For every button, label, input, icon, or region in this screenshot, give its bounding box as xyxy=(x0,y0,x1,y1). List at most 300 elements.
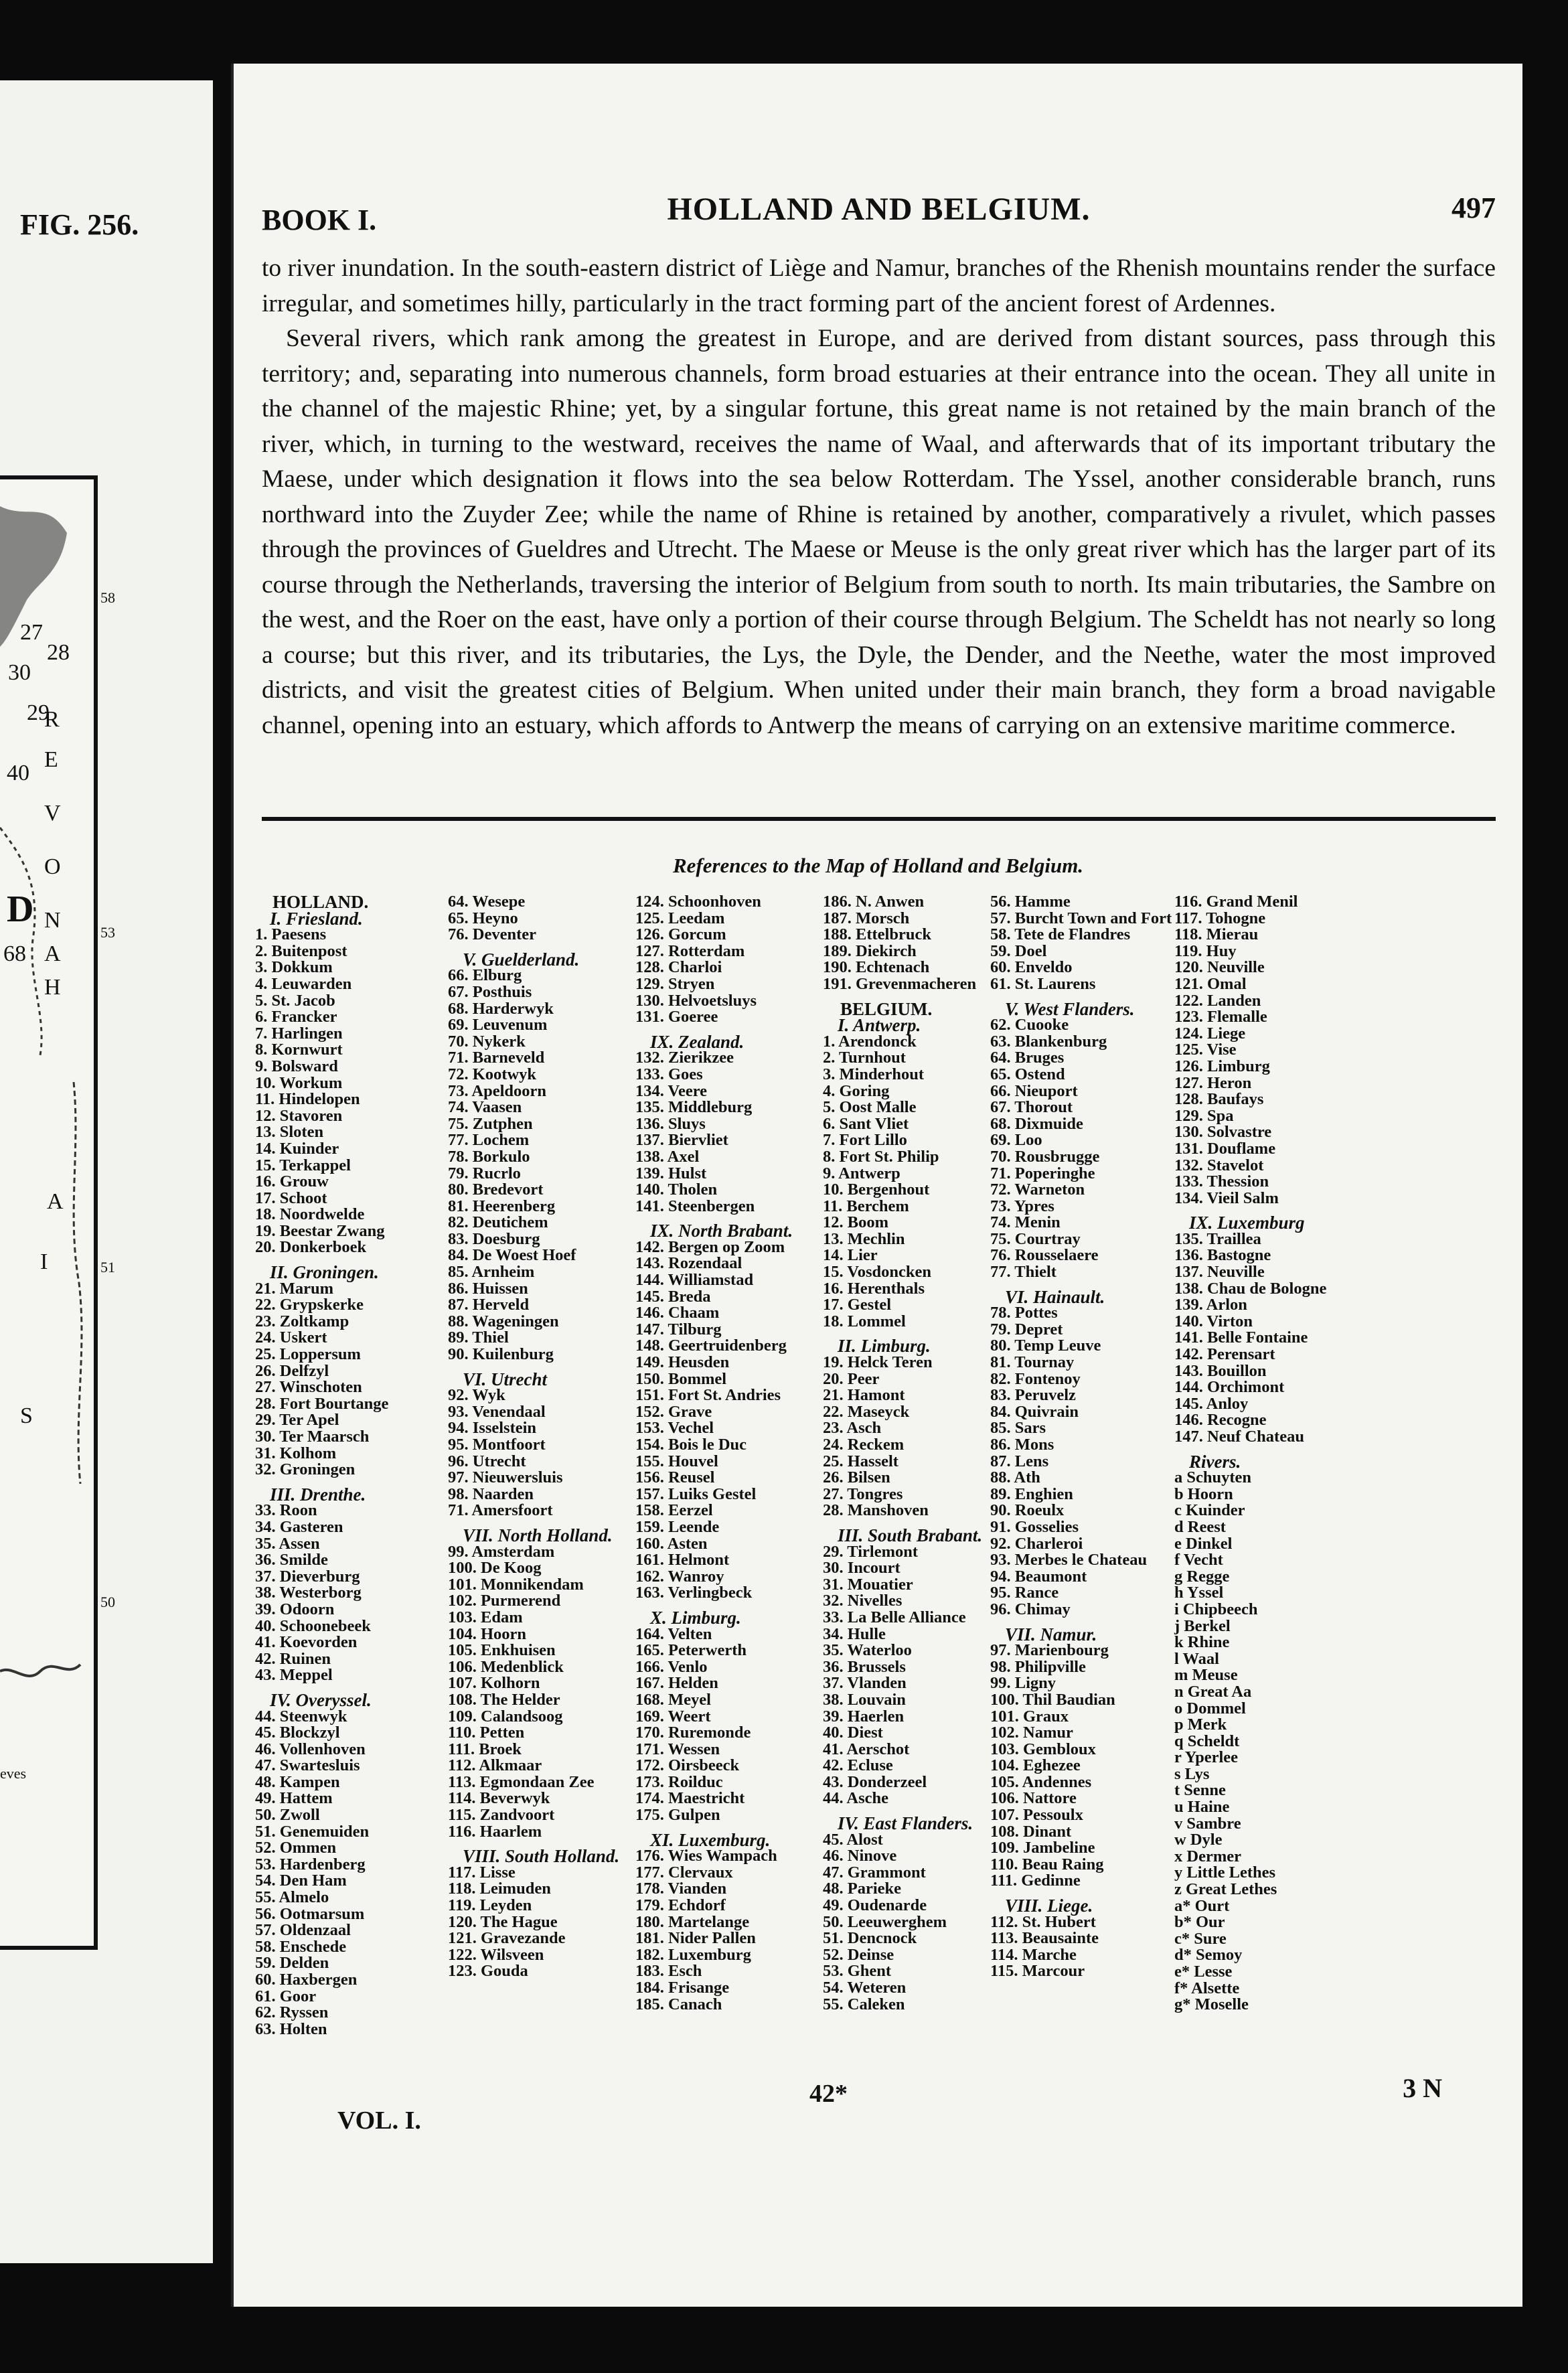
reference-entry: 36. Smilde xyxy=(255,1551,328,1570)
reference-entry: 116. Haarlem xyxy=(448,1822,542,1841)
reference-entry: 122. Wilsveen xyxy=(448,1945,544,1964)
reference-entry: 37. Dieverburg xyxy=(255,1567,360,1586)
reference-entry: 62. Cuooke xyxy=(990,1016,1069,1035)
reference-entry: 75. Zutphen xyxy=(448,1114,533,1133)
reference-entry: 97. Marienbourg xyxy=(990,1641,1109,1660)
reference-entry: 26. Bilsen xyxy=(823,1468,890,1487)
reference-entry: 70. Nykerk xyxy=(448,1032,526,1051)
reference-entry: 80. Bredevort xyxy=(448,1180,544,1199)
reference-entry: f* Alsette xyxy=(1174,1979,1240,1997)
reference-entry: 115. Zandvoort xyxy=(448,1806,555,1825)
reference-entry: 120. The Hague xyxy=(448,1912,558,1931)
reference-entry: a* Ourt xyxy=(1174,1896,1230,1915)
reference-entry: 33. Roon xyxy=(255,1501,317,1520)
reference-entry: 15. Vosdoncken xyxy=(823,1263,932,1282)
reference-entry: 79. Rucrlo xyxy=(448,1164,521,1182)
reference-entry: 134. Vieil Salm xyxy=(1174,1189,1279,1207)
reference-entry: 141. Belle Fontaine xyxy=(1174,1328,1308,1347)
figure-label: FIG. 256. xyxy=(20,208,139,241)
reference-entry: 119. Leyden xyxy=(448,1896,532,1915)
reference-entry: 66. Elburg xyxy=(448,966,522,985)
reference-entry: 101. Graux xyxy=(990,1707,1069,1726)
section-heading: V. West Flanders. xyxy=(1005,998,1135,1019)
reference-entry: 102. Namur xyxy=(990,1724,1073,1742)
reference-entry: 49. Hattem xyxy=(255,1789,333,1808)
reference-entry: 8. Fort St. Philip xyxy=(823,1147,939,1166)
reference-entry: 58. Enschede xyxy=(255,1937,347,1956)
reference-entry: 17. Gestel xyxy=(823,1296,892,1314)
references-title: References to the Map of Holland and Belgium. xyxy=(672,854,1084,877)
book-label: BOOK I. xyxy=(262,204,377,236)
reference-entry: 33. La Belle Alliance xyxy=(823,1608,966,1626)
reference-entry: 68. Harderwyk xyxy=(448,999,554,1018)
section-heading: IV. Overyssel. xyxy=(270,1689,372,1710)
reference-entry: 38. Louvain xyxy=(823,1690,906,1709)
reference-column xyxy=(635,894,793,2013)
reference-entry: 103. Gembloux xyxy=(990,1740,1096,1758)
reference-entry: 77. Lochem xyxy=(448,1131,530,1150)
reference-entry: 89. Enghien xyxy=(990,1484,1073,1503)
reference-entry: 181. Nider Pallen xyxy=(635,1929,756,1948)
reference-entry: 12. Boom xyxy=(823,1213,888,1232)
reference-entry: 185. Canach xyxy=(635,1995,722,2013)
reference-entry: 32. Groningen xyxy=(255,1460,356,1479)
latitude-label: 50 xyxy=(100,1594,115,1610)
reference-entry: 55. Caleken xyxy=(823,1995,905,2013)
section-heading: III. Drenthe. xyxy=(270,1484,366,1505)
reference-entry: 105. Enkhuisen xyxy=(448,1641,556,1660)
reference-entry: 64. Bruges xyxy=(990,1049,1065,1067)
paragraph: to river inundation. In the south-eastern district of Liège and Namur, branches of the Rhenish mountains render the surface irregular, and sometimes hilly, particularly in the tract forming part of the ancient forest of Ardennes. xyxy=(262,254,1496,317)
reference-entry: 159. Leende xyxy=(635,1517,720,1536)
reference-entry: 142. Bergen op Zoom xyxy=(635,1237,785,1256)
reference-entry: 73. Apeldoorn xyxy=(448,1081,547,1100)
reference-entry: 180. Martelange xyxy=(635,1912,750,1931)
reference-entry: 78. Pottes xyxy=(990,1304,1058,1322)
reference-entry: 164. Velten xyxy=(635,1624,712,1643)
section-heading: II. Limburg. xyxy=(838,1336,931,1357)
reference-entry: 133. Thession xyxy=(1174,1172,1269,1191)
reference-entry: 140. Virton xyxy=(1174,1312,1253,1330)
reference-entry: 119. Huy xyxy=(1174,941,1237,960)
reference-entry: 35. Assen xyxy=(255,1534,320,1553)
reference-entry: 2. Turnhout xyxy=(823,1049,906,1067)
reference-entry: 155. Houvel xyxy=(635,1452,718,1470)
reference-entry: 121. Omal xyxy=(1174,974,1247,993)
reference-entry: j Berkel xyxy=(1174,1616,1231,1635)
reference-entry: 191. Grevenmacheren xyxy=(823,974,977,993)
reference-entry: 187. Morsch xyxy=(823,909,910,927)
reference-entry: d Reest xyxy=(1174,1517,1226,1536)
reference-entry: 121. Gravezande xyxy=(448,1929,566,1948)
section-heading: IX. North Brabant. xyxy=(650,1221,793,1241)
reference-entry: 108. Dinant xyxy=(990,1822,1072,1841)
reference-entry: 136. Bastogne xyxy=(1174,1246,1271,1265)
reference-entry: 128. Charloi xyxy=(635,958,722,977)
reference-entry: 179. Echdorf xyxy=(635,1896,726,1915)
reference-entry: 122. Landen xyxy=(1174,991,1261,1010)
reference-entry: 87. Lens xyxy=(990,1452,1049,1470)
reference-entry: 104. Hoorn xyxy=(448,1624,527,1643)
reference-entry: 95. Montfoort xyxy=(448,1436,546,1454)
reference-entry: l Waal xyxy=(1174,1649,1219,1668)
reference-entry: 147. Tilburg xyxy=(635,1320,722,1338)
reference-entry: 132. Stavelot xyxy=(1174,1156,1264,1174)
reference-entry: o Dommel xyxy=(1174,1699,1246,1717)
reference-entry: 23. Zoltkamp xyxy=(255,1312,349,1330)
reference-entry: 19. Helck Teren xyxy=(823,1353,933,1372)
reference-entry: 46. Ninove xyxy=(823,1847,897,1865)
reference-entry: 25. Loppersum xyxy=(255,1345,361,1364)
latitude-label: 58 xyxy=(100,589,115,606)
reference-entry: 19. Beestar Zwang xyxy=(255,1221,385,1240)
latitude-label: 53 xyxy=(100,924,115,941)
reference-entry: b Hoorn xyxy=(1174,1484,1233,1503)
map-label: S xyxy=(20,1403,33,1428)
reference-entry: 34. Hulle xyxy=(823,1624,886,1643)
reference-entry: 2. Buitenpost xyxy=(255,941,347,960)
reference-column xyxy=(990,894,1172,1980)
reference-entry: 118. Mierau xyxy=(1174,925,1259,944)
reference-entry: 140. Tholen xyxy=(635,1180,718,1199)
reference-entry: 70. Rousbrugge xyxy=(990,1147,1100,1166)
reference-entry: 78. Borkulo xyxy=(448,1147,530,1166)
reference-entry: 158. Eerzel xyxy=(635,1501,713,1520)
reference-entry: 72. Kootwyk xyxy=(448,1065,537,1083)
reference-entry: 36. Brussels xyxy=(823,1657,906,1676)
reference-entry: 126. Gorcum xyxy=(635,925,726,944)
latitude-label: 51 xyxy=(100,1259,115,1276)
reference-entry: 137. Neuville xyxy=(1174,1263,1265,1282)
book-page xyxy=(231,64,1522,2307)
reference-entry: 21. Marum xyxy=(255,1279,334,1298)
reference-entry: u Haine xyxy=(1174,1798,1230,1817)
reference-entry: 118. Leimuden xyxy=(448,1880,551,1898)
reference-entry: 13. Sloten xyxy=(255,1123,324,1142)
reference-entry: 102. Purmerend xyxy=(448,1592,561,1610)
reference-entry: 85. Sars xyxy=(990,1419,1046,1438)
reference-entry: 115. Marcour xyxy=(990,1962,1085,1981)
reference-entry: 25. Hasselt xyxy=(823,1452,898,1470)
map-label: eves xyxy=(0,1765,27,1782)
reference-entry: 79. Depret xyxy=(990,1320,1063,1338)
map-label: A xyxy=(47,1189,64,1214)
reference-entry: 57. Burcht Town and Fort xyxy=(990,909,1172,927)
reference-entry: 46. Vollenhoven xyxy=(255,1740,366,1758)
reference-entry: 10. Bergenhout xyxy=(823,1180,930,1199)
reference-entry: 82. Fontenoy xyxy=(990,1369,1081,1388)
reference-entry: 117. Tohogne xyxy=(1174,909,1266,927)
section-heading: III. South Brabant. xyxy=(838,1525,983,1545)
reference-entry: 89. Thiel xyxy=(448,1328,509,1347)
reference-entry: 50. Zwoll xyxy=(255,1806,320,1825)
reference-entry: 45. Alost xyxy=(823,1830,883,1849)
reference-entry: 48. Parieke xyxy=(823,1880,902,1898)
reference-entry: 116. Grand Menil xyxy=(1174,893,1298,911)
reference-entry: 71. Poperinghe xyxy=(990,1164,1095,1182)
reference-entry: b* Our xyxy=(1174,1913,1225,1932)
reference-entry: 176. Wies Wampach xyxy=(635,1847,777,1865)
reference-entry: 110. Beau Raing xyxy=(990,1855,1104,1873)
reference-entry: 74. Menin xyxy=(990,1213,1061,1232)
reference-entry: 96. Utrecht xyxy=(448,1452,526,1470)
reference-entry: 151. Fort St. Andries xyxy=(635,1386,781,1405)
reference-entry: g* Moselle xyxy=(1174,1995,1249,2014)
reference-entry: 11. Hindelopen xyxy=(255,1090,360,1109)
reference-entry: e Dinkel xyxy=(1174,1534,1233,1553)
reference-entry: 30. Incourt xyxy=(823,1559,900,1578)
reference-entry: 40. Diest xyxy=(823,1724,883,1742)
reference-entry: 73. Ypres xyxy=(990,1197,1054,1215)
body-text xyxy=(262,251,1496,743)
map-label: 29 xyxy=(27,700,50,725)
map-fragment xyxy=(0,475,98,1950)
reference-entry: 16. Grouw xyxy=(255,1172,329,1191)
reference-entry: 85. Arnheim xyxy=(448,1263,535,1282)
reference-entry: 123. Gouda xyxy=(448,1962,528,1981)
reference-entry: 170. Ruremonde xyxy=(635,1724,751,1742)
reference-column xyxy=(1174,894,1326,2013)
reference-entry: 112. St. Hubert xyxy=(990,1912,1096,1931)
reference-entry: 54. Den Ham xyxy=(255,1871,347,1890)
reference-entry: 165. Peterwerth xyxy=(635,1641,747,1660)
reference-entry: 1. Arendonck xyxy=(823,1032,917,1051)
map-label: 28 xyxy=(47,640,70,665)
reference-entry: 4. Goring xyxy=(823,1081,890,1100)
reference-entry: 41. Aerschot xyxy=(823,1740,910,1758)
reference-entry: 9. Bolsward xyxy=(255,1057,338,1075)
reference-entry: 47. Grammont xyxy=(823,1863,926,1882)
reference-entry: 182. Luxemburg xyxy=(635,1945,751,1964)
section-heading: X. Limburg. xyxy=(650,1607,741,1628)
reference-entry: 38. Westerborg xyxy=(255,1584,362,1602)
reference-entry: 37. Vlanden xyxy=(823,1674,907,1693)
reference-entry: 88. Ath xyxy=(990,1468,1040,1487)
reference-entry: 141. Steenbergen xyxy=(635,1197,755,1215)
reference-entry: 147. Neuf Chateau xyxy=(1174,1428,1304,1446)
reference-entry: 156. Reusel xyxy=(635,1468,715,1487)
reference-entry: 80. Temp Leuve xyxy=(990,1336,1101,1355)
reference-entry: 54. Weteren xyxy=(823,1979,907,1997)
section-heading: VII. Namur. xyxy=(1005,1624,1097,1644)
reference-entry: 51. Genemuiden xyxy=(255,1822,370,1841)
reference-entry: 35. Waterloo xyxy=(823,1641,912,1660)
reference-entry: 52. Ommen xyxy=(255,1839,337,1857)
reference-entry: 12. Stavoren xyxy=(255,1106,343,1125)
reference-entry: 61. Goor xyxy=(255,1987,317,2005)
reference-entry: k Rhine xyxy=(1174,1633,1230,1652)
reference-entry: 21. Hamont xyxy=(823,1386,905,1405)
reference-entry: 178. Vianden xyxy=(635,1880,727,1898)
left-page-fragment xyxy=(0,80,213,2263)
reference-entry: 107. Kolhorn xyxy=(448,1674,540,1693)
reference-entry: n Great Aa xyxy=(1174,1682,1252,1701)
reference-entry: 186. N. Anwen xyxy=(823,893,925,911)
section-heading: II. Groningen. xyxy=(270,1262,379,1283)
reference-entry: 22. Maseyck xyxy=(823,1402,910,1421)
reference-entry: 39. Odoorn xyxy=(255,1600,335,1618)
reference-entry: 126. Limburg xyxy=(1174,1057,1270,1075)
reference-entry: 100. De Koog xyxy=(448,1559,542,1578)
reference-entry: 149. Heusden xyxy=(635,1353,730,1372)
section-heading: VI. Hainault. xyxy=(1005,1286,1105,1307)
reference-entry: 110. Petten xyxy=(448,1724,525,1742)
reference-entry: 114. Beverwyk xyxy=(448,1789,550,1808)
reference-entry: 53. Hardenberg xyxy=(255,1855,366,1873)
reference-entry: 132. Zierikzee xyxy=(635,1049,734,1067)
reference-entry: e* Lesse xyxy=(1174,1963,1233,1981)
reference-entry: 108. The Helder xyxy=(448,1690,560,1709)
map-label: 27 xyxy=(20,620,43,645)
reference-entry: 157. Luiks Gestel xyxy=(635,1484,757,1503)
reference-entry: 98. Philipville xyxy=(990,1657,1086,1676)
reference-entry: 42. Ruinen xyxy=(255,1649,331,1668)
reference-entry: 63. Blankenburg xyxy=(990,1032,1107,1051)
reference-entry: 83. Doesburg xyxy=(448,1229,540,1248)
reference-entry: 125. Leedam xyxy=(635,909,725,927)
reference-entry: 161. Helmont xyxy=(635,1551,730,1570)
reference-entry: a Schuyten xyxy=(1174,1468,1252,1487)
map-label: E xyxy=(44,747,58,772)
reference-entry: 184. Frisange xyxy=(635,1979,730,1997)
reference-entry: 183. Esch xyxy=(635,1962,702,1981)
reference-entry: 6. Sant Vliet xyxy=(823,1114,909,1133)
reference-entry: 59. Delden xyxy=(255,1954,329,1973)
reference-entry: 31. Kolhom xyxy=(255,1444,337,1462)
reference-entry: 66. Nieuport xyxy=(990,1081,1078,1100)
reference-entry: 20. Peer xyxy=(823,1369,880,1388)
reference-entry: 106. Medenblick xyxy=(448,1657,564,1676)
reference-entry: 134. Veere xyxy=(635,1081,708,1100)
reference-entry: 172. Oirsbeeck xyxy=(635,1756,740,1775)
reference-entry: 100. Thil Baudian xyxy=(990,1690,1115,1709)
reference-entry: 99. Ligny xyxy=(990,1674,1056,1693)
reference-entry: 144. Williamstad xyxy=(635,1271,754,1290)
reference-entry: 139. Arlon xyxy=(1174,1296,1247,1314)
reference-entry: 131. Douflame xyxy=(1174,1139,1276,1158)
reference-entry: 117. Lisse xyxy=(448,1863,516,1882)
reference-entry: 129. Spa xyxy=(1174,1106,1234,1125)
reference-entry: z Great Lethes xyxy=(1174,1880,1277,1899)
reference-entry: 111. Broek xyxy=(448,1740,522,1758)
reference-entry: 74. Vaasen xyxy=(448,1098,522,1117)
reference-column xyxy=(448,894,619,1980)
reference-entry: m Meuse xyxy=(1174,1666,1238,1685)
reference-entry: 133. Goes xyxy=(635,1065,703,1083)
reference-entry: 69. Leuvenum xyxy=(448,1016,548,1035)
reference-entry: 97. Nieuwersluis xyxy=(448,1468,563,1487)
reference-entry: x Dermer xyxy=(1174,1847,1241,1865)
section-heading: IX. Luxemburg xyxy=(1189,1213,1305,1233)
reference-entry: 148. Geertruidenberg xyxy=(635,1336,787,1355)
reference-entry: g Regge xyxy=(1174,1567,1230,1586)
reference-entry: 86. Mons xyxy=(990,1436,1054,1454)
reference-entry: 90. Roeulx xyxy=(990,1501,1065,1520)
reference-entry: 120. Neuville xyxy=(1174,958,1265,977)
reference-entry: 18. Noordwelde xyxy=(255,1205,365,1224)
reference-entry: 42. Ecluse xyxy=(823,1756,893,1775)
reference-entry: t Senne xyxy=(1174,1781,1226,1800)
reference-entry: 112. Alkmaar xyxy=(448,1756,542,1775)
reference-entry: 14. Lier xyxy=(823,1246,878,1265)
reference-entry: 190. Echtenach xyxy=(823,958,930,977)
section-heading: IX. Zealand. xyxy=(650,1031,744,1052)
reference-entry: 52. Deinse xyxy=(823,1945,894,1964)
reference-entry: 24. Uskert xyxy=(255,1328,327,1347)
reference-entry: 83. Peruvelz xyxy=(990,1386,1076,1405)
reference-entry: 43. Donderzeel xyxy=(823,1772,927,1791)
reference-entry: 96. Chimay xyxy=(990,1600,1071,1618)
reference-entry: 136. Sluys xyxy=(635,1114,706,1133)
reference-entry: 3. Dokkum xyxy=(255,958,333,977)
reference-entry: 65. Heyno xyxy=(448,909,518,927)
reference-entry: 77. Thielt xyxy=(990,1263,1056,1282)
reference-entry: 90. Kuilenburg xyxy=(448,1345,554,1364)
reference-entry: 160. Asten xyxy=(635,1534,708,1553)
reference-entry: y Little Lethes xyxy=(1174,1863,1276,1882)
map-label: I xyxy=(40,1249,48,1274)
reference-entry: 71. Amersfoort xyxy=(448,1501,553,1520)
reference-entry: c Kuinder xyxy=(1174,1501,1245,1520)
reference-entry: 87. Herveld xyxy=(448,1296,530,1314)
volume-label: VOL. I. xyxy=(337,2107,421,2135)
reference-entry: 67. Thorout xyxy=(990,1098,1073,1117)
reference-entry: 163. Verlingbeck xyxy=(635,1584,753,1602)
reference-entry: 107. Pessoulx xyxy=(990,1806,1083,1825)
paragraph: Several rivers, which rank among the greatest in Europe, and are derived from distant sources, pass through this territory; and, separating into numerous channels, form broad estuaries at their entrance into the ocean. They all unite in the channel of the majestic Rhine; yet, by a singular fortune, this great name is not retained by the main branch of the river, which, in turning to the westward, receives the name of Waal, and afterwards that of its important tributary the Maese, under which designation it flows into the sea below Rotterdam. The Yssel, another considerable branch, runs northward into the Zuyder Zee; while the name of Rhine is retained by another, comparatively a rivulet, which passes through the provinces of Gueldres and Utrecht. The Maese or Meuse is the only great river which has the larger part of its course through the Netherlands, traversing the interior of Belgium from south to north. Its main tributaries, the Sambre on the west, and the Roer on the east, have only a portion of their course through Belgium. The Scheldt has not nearly so long a course; but this river, and its tributaries, the Lys, the Dyle, the Dender, and the Neethe, water the most improved districts, and visit the greatest cities of Belgium. When united under their main branch, they form a broad navigable channel, opening into an estuary, which affords to Antwerp the means of carrying on an extensive maritime commerce. xyxy=(262,325,1496,739)
reference-entry: 174. Maestricht xyxy=(635,1789,745,1808)
section-rule xyxy=(262,817,1496,821)
reference-entry: 171. Wessen xyxy=(635,1740,720,1758)
reference-entry: 29. Ter Apel xyxy=(255,1411,339,1430)
reference-entry: 146. Chaam xyxy=(635,1304,720,1322)
reference-entry: 128. Baufays xyxy=(1174,1090,1264,1109)
reference-entry: 93. Merbes le Chateau xyxy=(990,1551,1148,1570)
reference-entry: 101. Monnikendam xyxy=(448,1575,584,1594)
section-heading: V. Guelderland. xyxy=(463,949,580,970)
reference-entry: 6. Francker xyxy=(255,1008,337,1026)
sheet-mark: 3 N xyxy=(1403,2073,1442,2103)
reference-entry: 94. Beaumont xyxy=(990,1567,1087,1586)
reference-entry: 27. Tongres xyxy=(823,1484,903,1503)
reference-entry: 18. Lommel xyxy=(823,1312,906,1330)
reference-entry: d* Semoy xyxy=(1174,1946,1243,1965)
reference-entry: 99. Amsterdam xyxy=(448,1542,555,1561)
reference-entry: 72. Warneton xyxy=(990,1180,1085,1199)
section-heading: BELGIUM. xyxy=(840,998,933,1019)
reference-entry: 64. Wesepe xyxy=(448,893,526,911)
reference-entry: 142. Perensart xyxy=(1174,1345,1275,1364)
map-label: 68 xyxy=(3,941,26,966)
reference-entry: 162. Wanroy xyxy=(635,1567,724,1586)
reference-entry: 67. Posthuis xyxy=(448,982,532,1001)
reference-entry: 68. Dixmuide xyxy=(990,1114,1083,1133)
section-heading: I. Friesland. xyxy=(270,908,363,929)
reference-entry: 124. Schoonhoven xyxy=(635,893,761,911)
map-label: O xyxy=(44,854,61,879)
reference-entry: 41. Koevorden xyxy=(255,1633,358,1652)
reference-entry: c* Sure xyxy=(1174,1929,1227,1948)
section-heading: I. Antwerp. xyxy=(838,1015,921,1036)
reference-entry: 125. Vise xyxy=(1174,1041,1237,1059)
reference-entry: 60. Enveldo xyxy=(990,958,1073,977)
reference-entry: 81. Heerenberg xyxy=(448,1197,556,1215)
reference-entry: p Merk xyxy=(1174,1715,1227,1734)
section-heading: VI. Utrecht xyxy=(463,1369,548,1389)
reference-entry: 55. Almelo xyxy=(255,1888,329,1907)
reference-entry: 169. Weert xyxy=(635,1707,711,1726)
reference-entry: 93. Venendaal xyxy=(448,1402,546,1421)
